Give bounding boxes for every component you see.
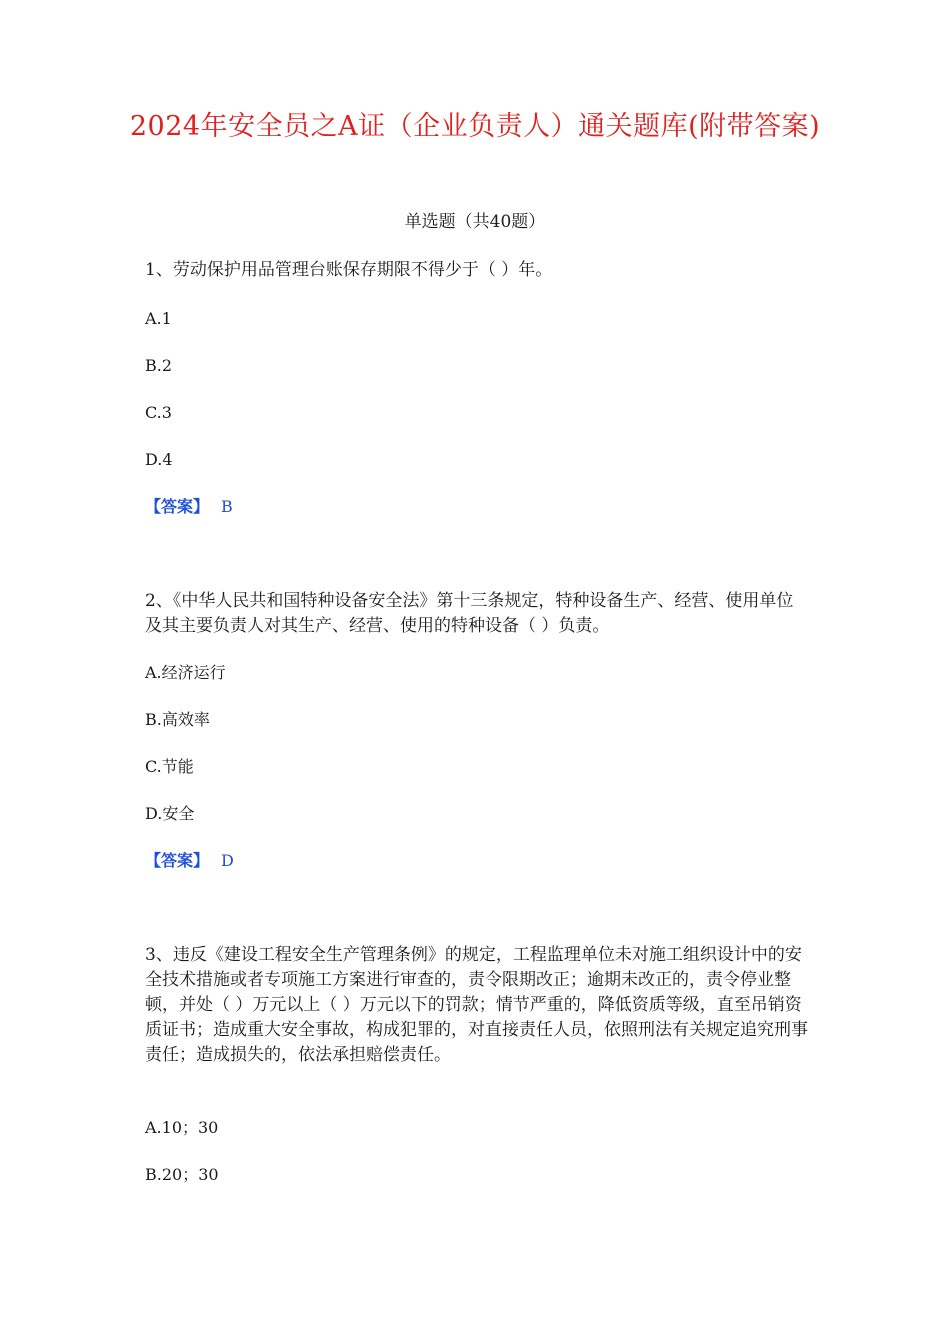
option-a: A.1 <box>145 309 172 328</box>
answer-value: B <box>221 497 233 516</box>
option-a: A.经济运行 <box>145 663 226 682</box>
option-d: D.4 <box>145 450 173 469</box>
question-stem: 1、劳动保护用品管理台账保存期限不得少于（ ）年。 <box>145 260 553 280</box>
option-c: C.节能 <box>145 757 194 776</box>
option-b: B.2 <box>145 356 173 375</box>
option-b: B.高效率 <box>145 710 210 729</box>
answer-tag: 【答案】 <box>145 497 210 516</box>
question-stem: 3、违反《建设工程安全生产管理条例》的规定，工程监理单位未对施工组织设计中的安全技术措施或者专项施工方案进行审查的，责令限期改正；逾期未改正的，责令停业整顿，并处（ ）万元以上（ ）万元以下的罚款；情节严重的，降低资质等级，直至吊销资质证书；造成重大安全事故，构成犯罪的，对直接责任人员，依照刑法有关规定追究刑事责任；造成损失的，依法承担赔偿责任。 <box>145 945 808 1065</box>
section-heading: 单选题（共40题） <box>404 212 546 232</box>
option-b: B.20；30 <box>145 1165 219 1184</box>
answer-tag: 【答案】 <box>145 851 210 870</box>
answer-value: D <box>221 851 234 870</box>
answer-line <box>145 496 233 518</box>
option-a: A.10；30 <box>145 1118 219 1137</box>
answer-line <box>145 850 234 872</box>
option-d: D.安全 <box>145 804 195 823</box>
question-stem: 2、《中华人民共和国特种设备安全法》第十三条规定，特种设备生产、经营、使用单位及其主要负责人对其生产、经营、使用的特种设备（ ）负责。 <box>145 591 794 636</box>
option-c: C.3 <box>145 403 172 422</box>
document-title: 2024年安全员之A证（企业负责人）通关题库(附带答案) <box>129 111 821 142</box>
